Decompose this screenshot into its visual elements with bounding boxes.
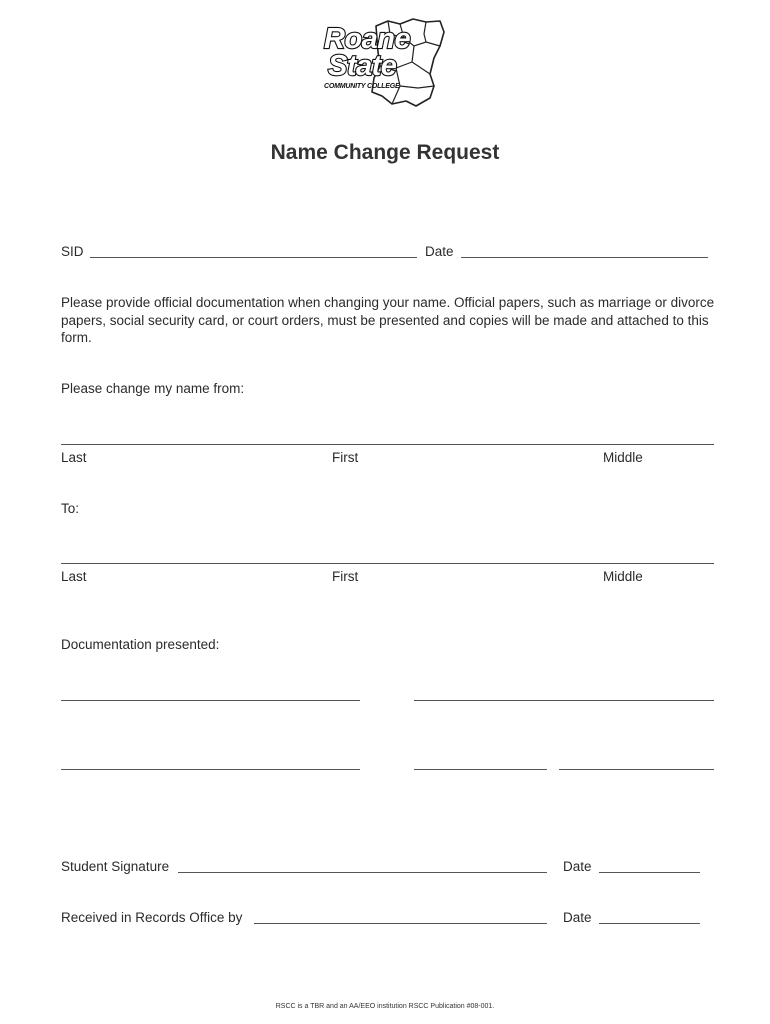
change-to-label: To: [61, 501, 80, 516]
old-first-label: First [332, 450, 359, 465]
new-last-label: Last [61, 569, 87, 584]
instructions-text: Please provide official documentation when changing your name. Official papers, such as marriage or divorce papers, social security card, or court orders, must be presented and copies will be made and attached to this form. [61, 295, 715, 345]
footer-note: RSCC is a TBR and an AA/EEO institution RSCC Publication #08-001. [275, 1003, 495, 1010]
student-signature-field[interactable] [178, 872, 547, 873]
documentation-field-3[interactable] [61, 769, 360, 770]
logo-word-roane: Roane [324, 23, 411, 55]
documentation-field-5[interactable] [559, 769, 714, 770]
new-first-label: First [332, 569, 359, 584]
received-date-field[interactable] [599, 923, 700, 924]
new-middle-label: Middle [603, 569, 643, 584]
old-name-field[interactable] [61, 444, 714, 445]
received-by-field[interactable] [254, 923, 547, 924]
documentation-field-1[interactable] [61, 700, 360, 701]
documentation-field-2[interactable] [414, 700, 714, 701]
sid-label: SID [61, 244, 84, 259]
logo-word-state: State [328, 50, 397, 82]
date-label: Date [425, 244, 454, 259]
date-field[interactable] [461, 257, 708, 258]
sid-field[interactable] [90, 257, 417, 258]
received-by-label: Received in Records Office by [61, 910, 243, 925]
signature-date-label: Date [563, 859, 592, 874]
page-title: Name Change Request [270, 141, 500, 164]
documentation-field-4[interactable] [414, 769, 547, 770]
received-date-label: Date [563, 910, 592, 925]
logo-subtitle: COMMUNITY COLLEGE [324, 83, 400, 90]
old-last-label: Last [61, 450, 87, 465]
documentation-label: Documentation presented: [61, 637, 220, 652]
new-name-field[interactable] [61, 563, 714, 564]
signature-date-field[interactable] [599, 872, 700, 873]
roane-state-logo [318, 16, 454, 112]
change-from-label: Please change my name from: [61, 381, 245, 396]
student-signature-label: Student Signature [61, 859, 170, 874]
old-middle-label: Middle [603, 450, 643, 465]
